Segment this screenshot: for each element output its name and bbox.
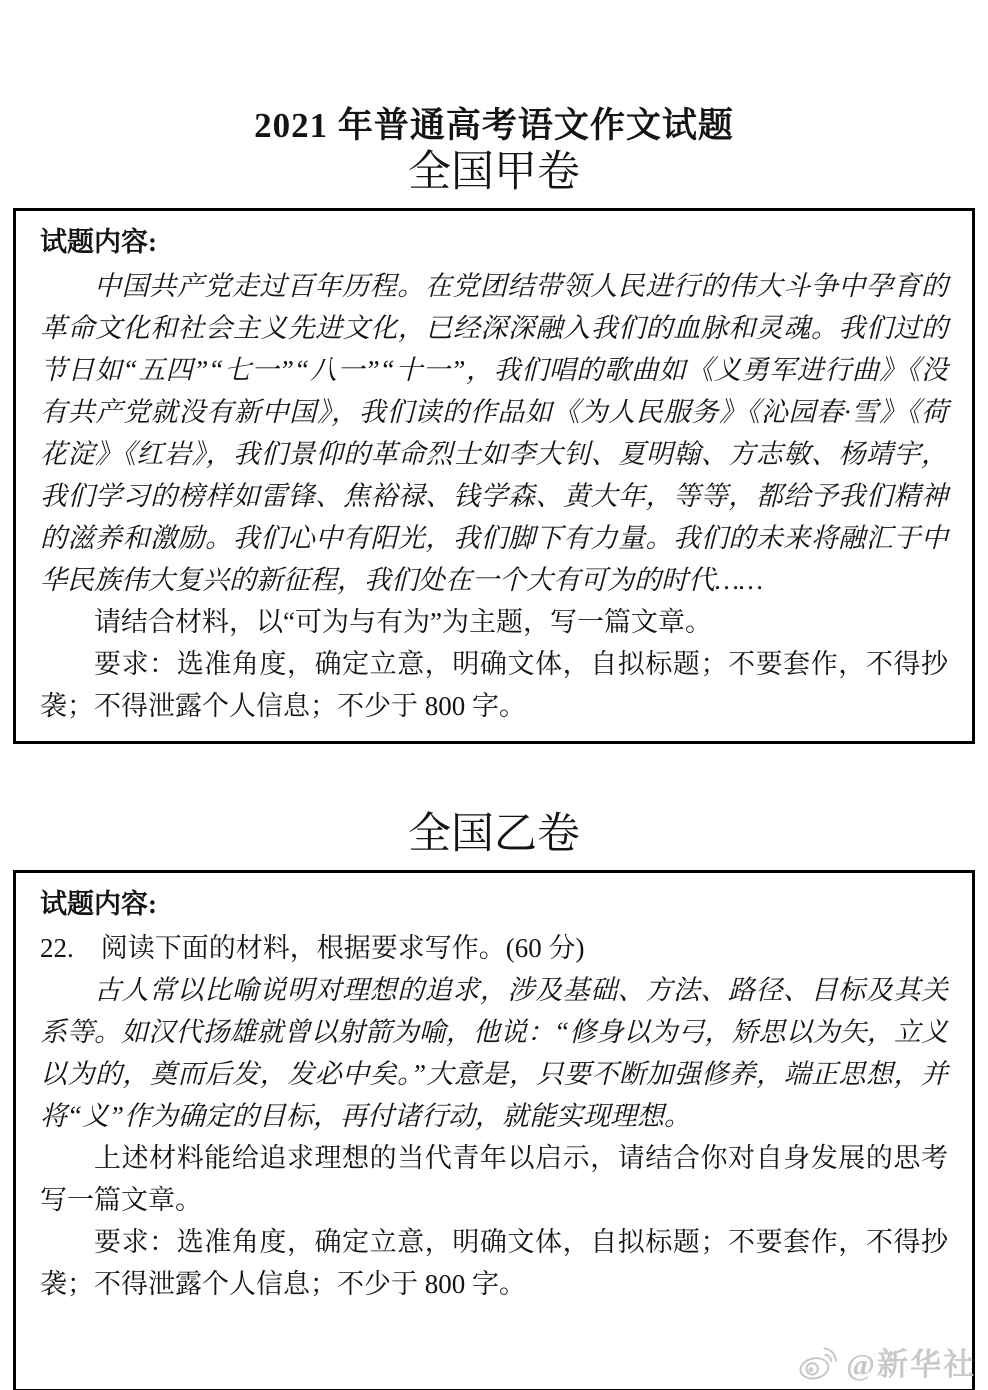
section-b-task-paragraph: 上述材料能给追求理想的当代青年以启示，请结合你对自身发展的思考写一篇文章。 xyxy=(40,1143,948,1215)
section-b-material-paragraph: 古人常以比喻说明对理想的追求，涉及基础、方法、路径、目标及其关系等。如汉代扬雄就曾以射箭为喻，他说：“修身以为弓，矫思以为矢，立义以为的，奠而后发，发必中矣。”大意是，只要不断加强修养，端正思想，并将“义”作为确定的目标，再付诸行动，就能实现理想。 xyxy=(40,975,948,1131)
weibo-icon xyxy=(797,1343,841,1381)
watermark xyxy=(797,1339,976,1384)
section-a-material-paragraph: 中国共产党走过百年历程。在党团结带领人民进行的伟大斗争中孕育的革命文化和社会主义先进文化，已经深深融入我们的血脉和灵魂。我们过的节日如“五四”“七一”“八一”“十一”，我们唱的歌曲如《义勇军进行曲》《没有共产党就没有新中国》，我们读的作品如《为人民服务》《沁园春·雪》《荷花淀》《红岩》，我们景仰的革命烈士如李大钊、夏明翰、方志敏、杨靖宇，我们学习的榜样如雷锋、焦裕禄、钱学森、黄大年，等等，都给予我们精神的滋养和激励。我们心中有阳光，我们脚下有力量。我们的未来将融汇于中华民族伟大复兴的新征程，我们处在一个大有可为的时代…… xyxy=(40,271,948,595)
section-b-content-label: 试题内容: xyxy=(40,889,157,919)
section-b-question-number-line: 22. 阅读下面的材料，根据要求写作。(60 分) xyxy=(40,933,585,963)
section-b-box xyxy=(13,870,975,1390)
title-block xyxy=(0,0,988,198)
section-a-content-label: 试题内容: xyxy=(40,227,157,257)
watermark-handle: @新华社 xyxy=(846,1347,976,1382)
section-a-heading: 全国甲卷 xyxy=(408,149,580,196)
section-b-heading: 全国乙卷 xyxy=(408,811,580,858)
section-a-requirements-paragraph: 要求：选准角度，确定立意，明确文体，自拟标题；不要套作，不得抄袭；不得泄露个人信息；不少于 800 字。 xyxy=(40,649,948,721)
section-a-box xyxy=(13,208,975,744)
section-a-task-paragraph: 请结合材料，以“可为与有为”为主题，写一篇文章。 xyxy=(94,607,712,637)
page-title: 2021 年普通高考语文作文试题 xyxy=(254,106,734,145)
section-b-requirements-paragraph: 要求：选准角度，确定立意，明确文体，自拟标题；不要套作，不得抄袭；不得泄露个人信息；不少于 800 字。 xyxy=(40,1227,948,1299)
